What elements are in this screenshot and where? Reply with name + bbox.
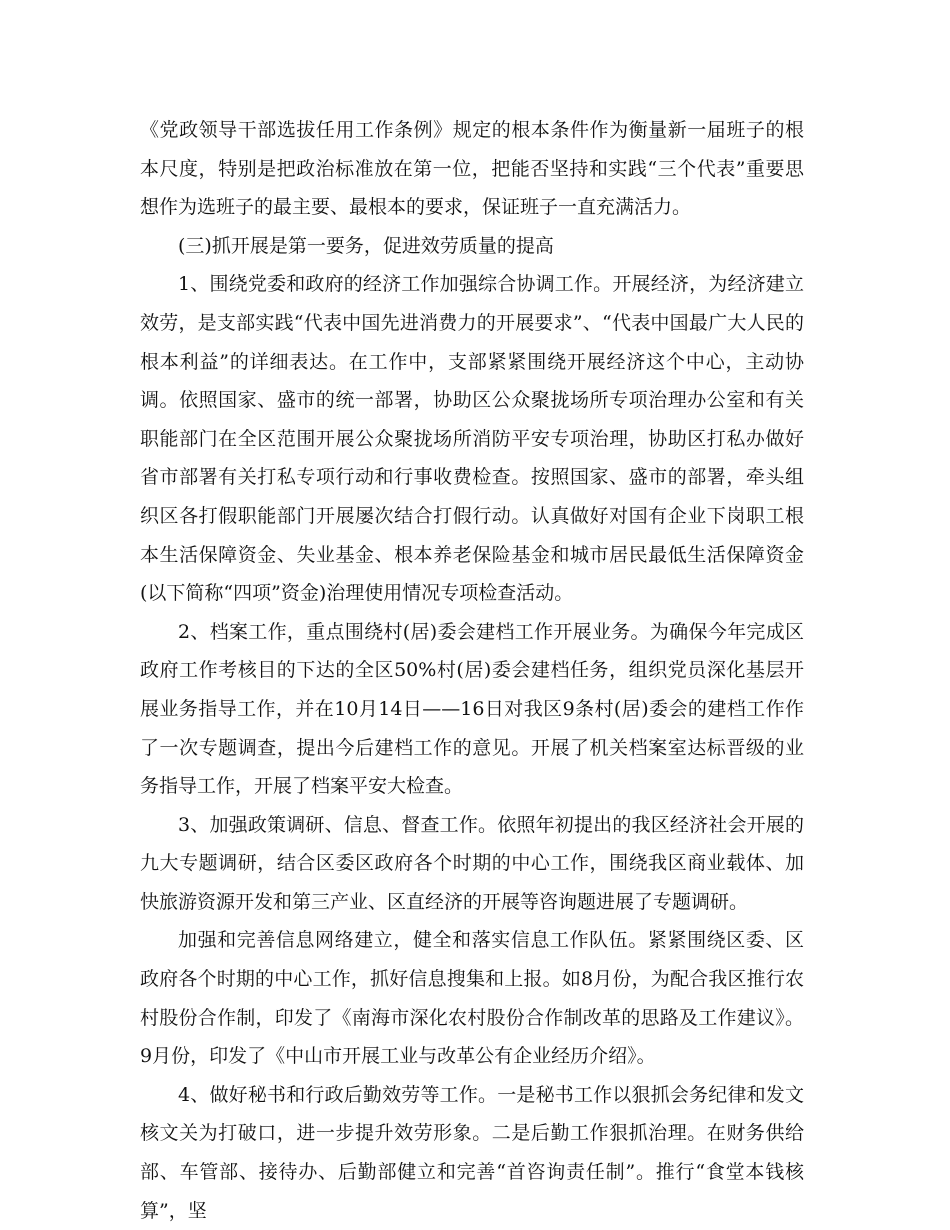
document-body: [140, 111, 804, 1230]
paragraph-item-4: 4、做好秘书和行政后勤效劳等工作。一是秘书工作以狠抓会务纪律和发文核文关为打破口，进一步提升效劳形象。二是后勤工作狠抓治理。在财务供给部、车管部、接待办、后勤部健立和完善“首咨询责任制”。推行“食堂本钱核算”，坚: [140, 1083, 804, 1222]
section-heading: (三)抓开展是第一要务，促进效劳质量的提高: [178, 234, 554, 257]
paragraph-continuation: 《党政领导干部选拔任用工作条例》规定的根本条件作为衡量新一届班子的根本尺度，特别是把政治标准放在第一位，把能否坚持和实践“三个代表”重要思想作为选班子的最主要、最根本的要求，保证班子一直充满活力。: [140, 119, 804, 219]
paragraph-info-network: 加强和完善信息网络建立，健全和落实信息工作队伍。紧紧围绕区委、区政府各个时期的中心工作，抓好信息搜集和上报。如8月份，为配合我区推行农村股份合作制，印发了《南海市深化农村股份合作制改革的思路及工作建议》。9月份，印发了《中山市开展工业与改革公有企业经历介绍》。: [140, 929, 804, 1068]
paragraph-item-1: 1、围绕党委和政府的经济工作加强综合协调工作。开展经济，为经济建立效劳，是支部实践“代表中国先进消费力的开展要求”、“代表中国最广大人民的根本利益”的详细表达。在工作中，支部紧紧围绕开展经济这个中心，主动协调。依照国家、盛市的统一部署，协助区公众聚拢场所专项治理办公室和有关职能部门在全区范围开展公众聚拢场所消防平安专项治理，协助区打私办做好省市部署有关打私专项行动和行事收费检查。按照国家、盛市的部署，牵头组织区各打假职能部门开展屡次结合打假行动。认真做好对国有企业下岗职工根本生活保障资金、失业基金、根本养老保险基金和城市居民最低生活保障资金(以下简称“四项”资金)治理使用情况专项检查活动。: [140, 273, 804, 605]
paragraph-item-2: 2、档案工作，重点围绕村(居)委会建档工作开展业务。为确保今年完成区政府工作考核目的下达的全区50%村(居)委会建档任务，组织党员深化基层开展业务指导工作，并在10月14日——16日对我区9条村(居)委会的建档工作作了一次专题调查，提出今后建档工作的意见。开展了机关档案室达标晋级的业务指导工作，开展了档案平安大检查。: [140, 620, 804, 798]
paragraph-item-3: 3、加强政策调研、信息、督查工作。依照年初提出的我区经济社会开展的九大专题调研，结合区委区政府各个时期的中心工作，围绕我区商业载体、加快旅游资源开发和第三产业、区直经济的开展等咨询题进展了专题调研。: [140, 813, 804, 913]
